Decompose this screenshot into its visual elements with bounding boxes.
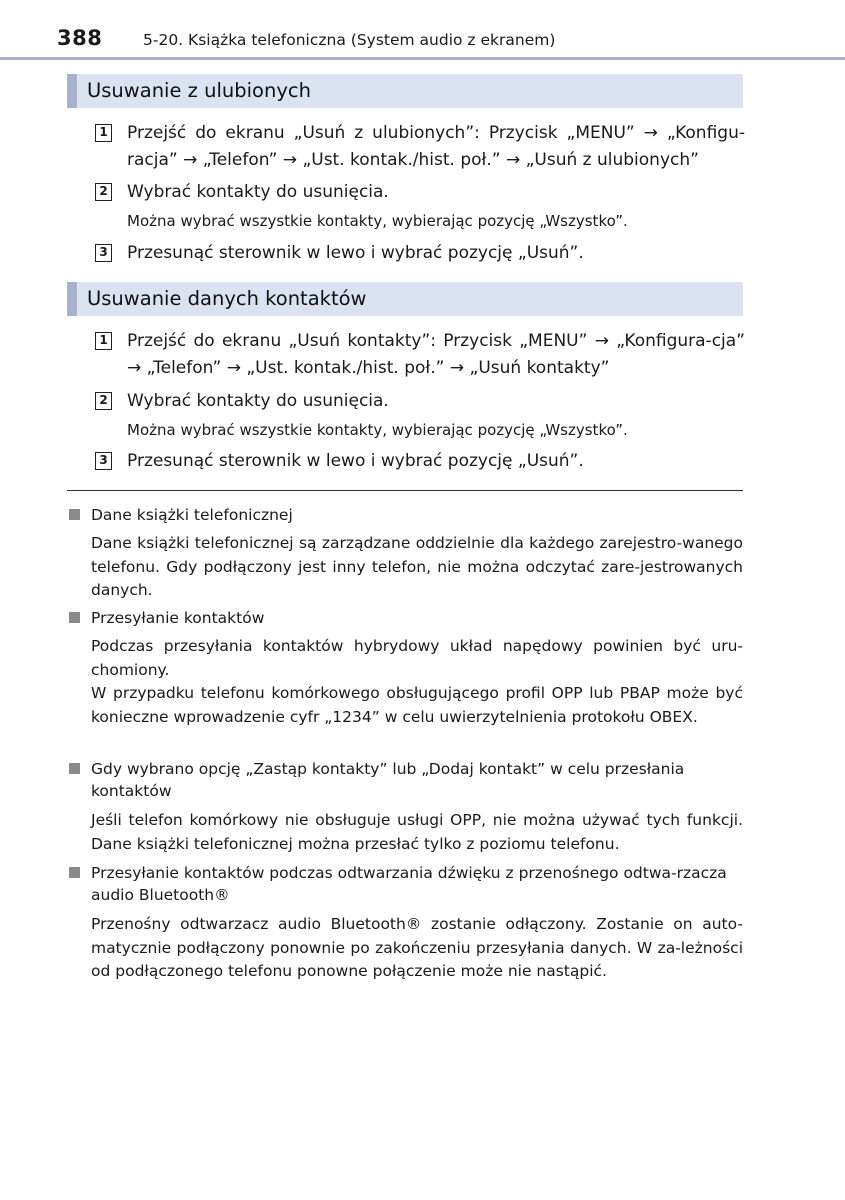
note-body: Dane książki telefonicznej są zarządzane oddzielnie dla każdego zarejestro-wanego telefonu. Gdy podłączony jest inny telefon, nie można odczytać zare-jestrowanych danych. bbox=[91, 534, 743, 599]
step-number-box: 3 bbox=[95, 244, 112, 262]
step-text: Wybrać kontakty do usunięcia. bbox=[127, 391, 389, 411]
page-header bbox=[0, 0, 845, 60]
notes-divider bbox=[67, 490, 743, 491]
square-bullet-icon bbox=[69, 509, 80, 520]
note-body: Jeśli telefon komórkowy nie obsługuje usługi OPP, nie można używać tych funkcji. Dane książki telefonicznej można przesłać tylko z poziomu telefonu. bbox=[91, 811, 743, 853]
section-title: Usuwanie danych kontaktów bbox=[87, 287, 367, 310]
step-text: Przesunąć sterownik w lewo i wybrać pozycję „Usuń”. bbox=[127, 451, 584, 471]
note-heading: Przesyłanie kontaktów bbox=[91, 609, 265, 627]
chapter-title: 5-20. Książka telefoniczna (System audio z ekranem) bbox=[143, 31, 556, 49]
step-item bbox=[95, 179, 745, 206]
note-heading: Dane książki telefonicznej bbox=[91, 506, 293, 524]
step-text: Przejść do ekranu „Usuń kontakty”: Przycisk „MENU” → „Konfigura-cja” → „Telefon” → „Ust. kontak./hist. poł.” → „Usuń kontakty” bbox=[127, 331, 745, 378]
step-item bbox=[95, 120, 745, 176]
step-text: Przesunąć sterownik w lewo i wybrać pozycję „Usuń”. bbox=[127, 243, 584, 263]
note-body: Podczas przesyłania kontaktów hybrydowy układ napędowy powinien być uru-chomiony. bbox=[91, 637, 743, 679]
square-bullet-icon bbox=[69, 867, 80, 878]
step-text: Wybrać kontakty do usunięcia. bbox=[127, 182, 389, 202]
header-rule bbox=[0, 57, 845, 60]
note-body: Przenośny odtwarzacz audio Bluetooth® zostanie odłączony. Zostanie on auto-matycznie podłączony ponownie po zakończeniu przesyłania danych. W za-leżności od podłączonego telefonu ponowne połączenie może nie nastąpić. bbox=[91, 915, 743, 980]
section-heading-delete-contacts bbox=[67, 282, 743, 316]
step-note: Można wybrać wszystkie kontakty, wybierając pozycję „Wszystko”. bbox=[127, 212, 628, 230]
step-number-box: 2 bbox=[95, 183, 112, 201]
note-heading: Przesyłanie kontaktów podczas odtwarzania dźwięku z przenośnego odtwa-rzacza audio Bluetooth® bbox=[91, 864, 727, 904]
page-number: 388 bbox=[57, 26, 103, 50]
note-body: W przypadku telefonu komórkowego obsługującego profil OPP lub PBAP może być konieczne wprowadzenie cyfr „1234” w celu uwierzytelnienia protokołu OBEX. bbox=[91, 684, 743, 726]
square-bullet-icon bbox=[69, 612, 80, 623]
note-heading: Gdy wybrano opcję „Zastąp kontakty” lub „Dodaj kontakt” w celu przesłania kontaktów bbox=[91, 760, 685, 800]
step-item bbox=[95, 240, 745, 267]
step-number-box: 2 bbox=[95, 392, 112, 410]
step-item bbox=[95, 448, 745, 475]
step-number-box: 1 bbox=[95, 124, 112, 142]
step-number-box: 1 bbox=[95, 332, 112, 350]
section-heading-remove-favorites bbox=[67, 74, 743, 108]
step-note: Można wybrać wszystkie kontakty, wybierając pozycję „Wszystko”. bbox=[127, 421, 628, 439]
square-bullet-icon bbox=[69, 763, 80, 774]
step-text: Przejść do ekranu „Usuń z ulubionych”: Przycisk „MENU” → „Konfigu-racja” → „Telefon” → „Ust. kontak./hist. poł.” → „Usuń z ulubionych” bbox=[127, 123, 745, 170]
step-item bbox=[95, 328, 745, 384]
step-number-box: 3 bbox=[95, 452, 112, 470]
step-item bbox=[95, 388, 745, 415]
section-title: Usuwanie z ulubionych bbox=[87, 79, 311, 102]
